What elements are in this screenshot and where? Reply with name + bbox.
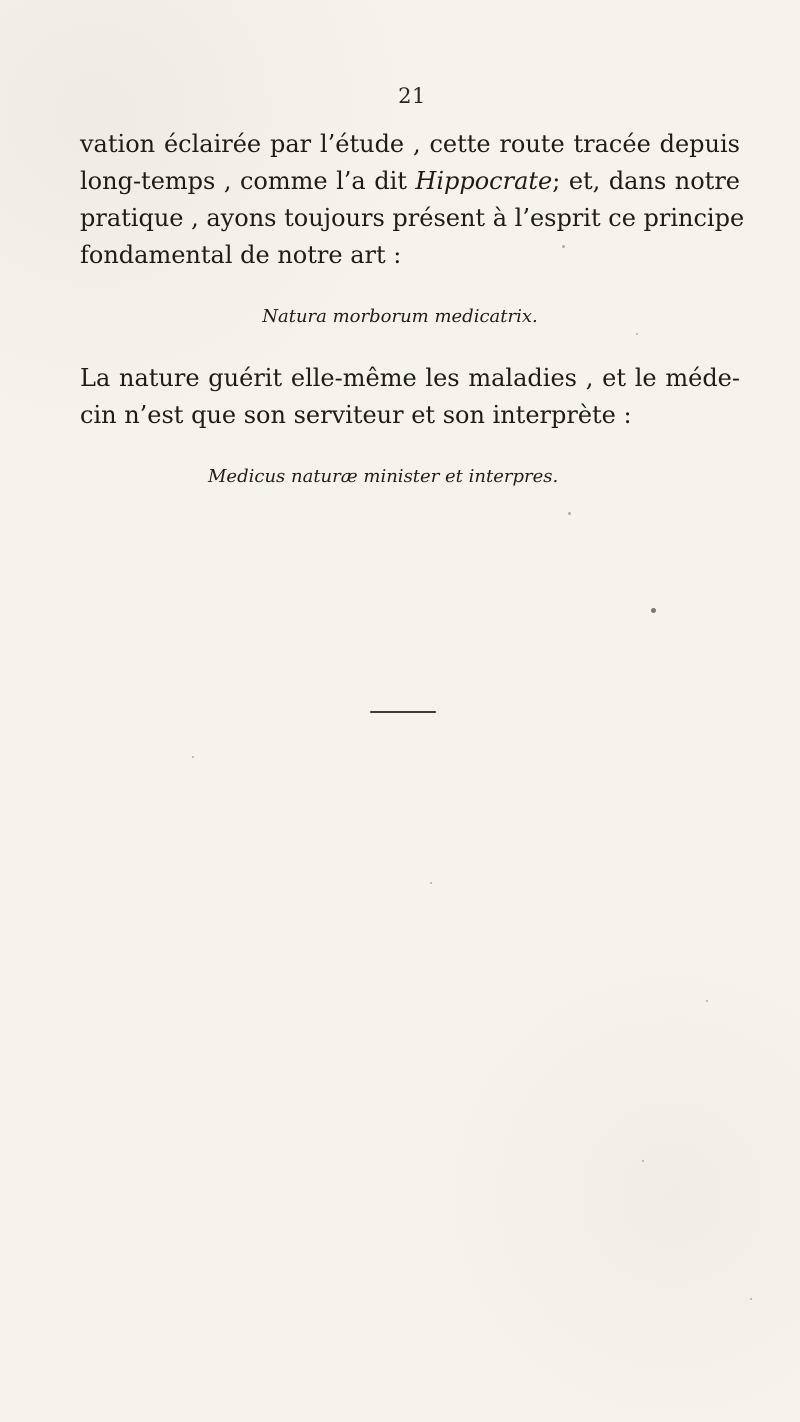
paragraph-1-line-4: fondamental de notre art :	[80, 241, 402, 269]
paper-speck	[562, 245, 565, 248]
latin-quote-2: Medicus naturæ minister et interpres.	[208, 466, 559, 487]
paragraph-2	[80, 360, 740, 434]
paragraph-1	[80, 126, 745, 274]
page-number: 21	[398, 84, 426, 108]
latin-quote-1: Natura morborum medicatrix.	[262, 306, 538, 327]
paragraph-1-line-2	[80, 163, 740, 200]
paragraph-1-line-3: pratique , ayons toujours présent à l’esprit ce principe	[80, 204, 745, 232]
paper-speck	[192, 756, 194, 758]
paper-speck	[750, 1298, 752, 1300]
paragraph-2-line-1: La nature guérit elle-même les maladies , et le méde-	[80, 364, 740, 392]
paper-speck	[651, 608, 656, 613]
section-divider	[370, 711, 436, 713]
paper-speck	[636, 333, 638, 335]
paragraph-2-line-2: cin n’est que son serviteur et son interprète :	[80, 401, 632, 429]
paper-speck	[706, 1000, 708, 1002]
paper-speck	[430, 882, 432, 884]
paragraph-1-line-2-before: long-temps , comme l’a dit	[80, 167, 416, 195]
paper-speck	[568, 512, 571, 515]
hippocrate-emphasis: Hippocrate	[415, 167, 553, 195]
paper-speck	[642, 1160, 644, 1162]
paragraph-1-line-1: vation éclairée par l’étude , cette route tracée depuis	[80, 130, 740, 158]
paragraph-1-line-2-after: ; et, dans notre	[552, 167, 740, 195]
